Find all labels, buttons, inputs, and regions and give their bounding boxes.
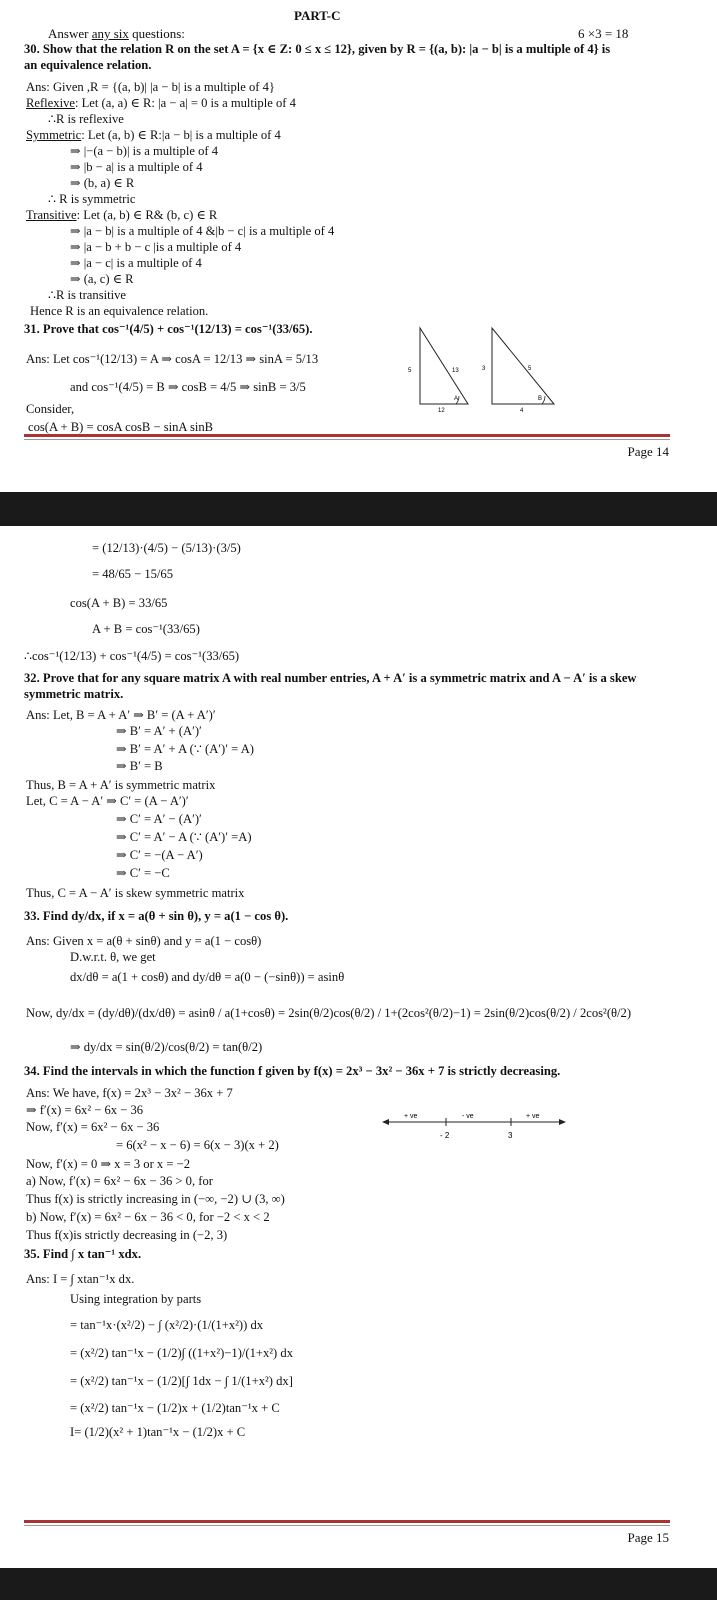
sign-right: + ve [526,1113,540,1120]
sign-left: + ve [404,1113,418,1120]
text-line: ⇒ f′(x) = 6x² − 6x − 36 [26,1103,144,1117]
text-line: ∴ R is symmetric [48,192,136,206]
underlined-term: any six [91,26,129,41]
text-line: ⇒ B′ = B [116,759,163,773]
text-line: Thus, B = A + A′ is symmetric matrix [26,778,216,792]
page-gap-band [0,492,717,526]
sign-number-line [380,1108,570,1144]
text-line: I= (1/2)(x² + 1)tan⁻¹x − (1/2)x + C [70,1425,246,1439]
text-line: ⇒ |a − b + b − c |is a multiple of 4 [70,240,242,254]
text-line: ∴R is reflexive [48,112,124,126]
triangle-b-arc [542,396,545,404]
text-line: Hence R is an equivalence relation. [30,304,209,318]
text-line: = (12/13)·(4/5) − (5/13)·(3/5) [92,541,241,555]
page15-number: Page 15 [627,1530,669,1545]
page15-footer-rule-thin [24,1525,670,1526]
instruction-text: Answer any six questions: [48,26,185,41]
text-line: ⇒ B′ = A′ + (A′)′ [116,724,202,738]
page15-footer-rule [24,1520,670,1523]
triangle-b-opp: 3 [482,366,486,372]
text-line: 34. Find the intervals in which the function f given by f(x) = 2x³ − 3x² − 36x + 7 is strictly decreasing. [24,1064,561,1078]
text-line: symmetric matrix. [24,687,124,701]
text-line: Let, C = A − A′ ⇒ C′ = (A − A′)′ [26,794,189,808]
triangle-a-opp: 5 [408,368,412,374]
text-line: Symmetric: Let (a, b) ∈ R:|a − b| is a multiple of 4 [26,128,281,142]
text-line: 33. Find dy/dx, if x = a(θ + sin θ), y = a(1 − cos θ). [24,909,289,923]
text-line: ⇒ C′ = A′ − A (∵ (A′)′ =A) [116,830,252,844]
text-line: Now, dy/dx = (dy/dθ)/(dx/dθ) = asinθ / a(1+cosθ) = 2sin(θ/2)cos(θ/2) / 1+(2cos²(θ/2)−1) = 2sin(θ/2)cos(θ/2) / 2cos²(θ/2) [26,1006,632,1020]
text-line: ⇒ C′ = −C [116,866,170,880]
triangle-a-hyp: 13 [452,368,459,374]
point-three: 3 [508,1131,513,1140]
text-line: cos(A + B) = 33/65 [70,596,168,610]
text-line: 32. Prove that for any square matrix A with real number entries, A + A′ is a symmetric matrix and A − A′ is a skew [24,671,637,685]
text-line: ⇒ B′ = A′ + A (∵ (A′)′ = A) [116,742,255,756]
text-line: Reflexive: Let (a, a) ∈ R: |a − a| = 0 is a multiple of 4 [26,96,296,110]
text-line: ⇒ dy/dx = sin(θ/2)/cos(θ/2) = tan(θ/2) [70,1040,263,1054]
text-line: Thus f(x) is strictly increasing in (−∞, −2) ∪ (3, ∞) [26,1192,285,1206]
triangle-b-figure [478,324,558,412]
text-line: D.w.r.t. θ, we get [70,950,156,964]
page14-number: Page 14 [627,444,669,459]
text-line: ⇒ C′ = A′ − (A′)′ [116,812,202,826]
page14-footer-rule-thin [24,439,670,440]
triangle-a-angle: A [454,396,459,402]
text-line: an equivalence relation. [24,58,152,72]
text-line: ⇒ (a, c) ∈ R [70,272,134,286]
text-line: 31. Prove that cos⁻¹(4/5) + cos⁻¹(12/13) = cos⁻¹(33/65). [24,322,313,336]
text-line: = tan⁻¹x·(x²/2) − ∫ (x²/2)·(1/(1+x²)) dx [70,1318,264,1332]
number-line-left-arrow [382,1119,389,1125]
text-line: ⇒ |a − b| is a multiple of 4 &|b − c| is a multiple of 4 [70,224,335,238]
text-line: = (x²/2) tan⁻¹x − (1/2)x + (1/2)tan⁻¹x + C [70,1401,280,1415]
text-line: Ans: Let, B = A + A′ ⇒ B′ = (A + A′)′ [26,708,216,722]
text-line: cos(A + B) = cosA cosB − sinA sinB [28,420,214,434]
text-line: Ans: Let cos⁻¹(12/13) = A ⇒ cosA = 12/13 ⇒ sinA = 5/13 [26,352,319,366]
point-minus-two: - 2 [440,1131,450,1140]
marks: 6 ×3 = 18 [578,26,629,41]
text-line: ∴cos⁻¹(12/13) + cos⁻¹(4/5) = cos⁻¹(33/65) [24,649,240,663]
text-line: Ans: Given x = a(θ + sinθ) and y = a(1 − cosθ) [26,934,262,948]
underlined-term: Symmetric [26,128,82,142]
text-line: = 6(x² − x − 6) = 6(x − 3)(x + 2) [116,1138,279,1152]
text-line: Thus, C = A − A′ is skew symmetric matrix [26,886,245,900]
text-line: Now, f′(x) = 0 ⇒ x = 3 or x = −2 [26,1157,191,1171]
number-line-right-arrow [559,1119,566,1125]
page14-footer-rule [24,434,670,437]
text-line: b) Now, f′(x) = 6x² − 6x − 36 < 0, for −2 < x < 2 [26,1210,270,1224]
text-line: Now, f′(x) = 6x² − 6x − 36 [26,1120,160,1134]
instruction [48,26,185,41]
text-line: Ans: Given ,R = {(a, b)| |a − b| is a multiple of 4} [26,80,275,94]
text-line: ∴R is transitive [48,288,126,302]
text-line: A + B = cos⁻¹(33/65) [92,622,200,636]
text-line: dx/dθ = a(1 + cosθ) and dy/dθ = a(0 − (−sinθ)) = asinθ [70,970,345,984]
text-line: and cos⁻¹(4/5) = B ⇒ cosB = 4/5 ⇒ sinB = 3/5 [70,380,306,394]
text-line: Thus f(x)is strictly decreasing in (−2, 3) [26,1228,228,1242]
text-line: = (x²/2) tan⁻¹x − (1/2)[∫ 1dx − ∫ 1/(1+x²) dx] [70,1374,293,1388]
triangle-a-adj: 12 [438,408,445,412]
text-line: a) Now, f′(x) = 6x² − 6x − 36 > 0, for [26,1174,213,1188]
text-line: ⇒ (b, a) ∈ R [70,176,135,190]
text-line: ⇒ |−(a − b)| is a multiple of 4 [70,144,219,158]
text-line: Consider, [26,402,75,416]
text-line: Ans: We have, f(x) = 2x³ − 3x² − 36x + 7 [26,1086,233,1100]
sign-middle: - ve [462,1113,474,1120]
underlined-term: Transitive [26,208,77,222]
triangle-a-figure [408,324,472,412]
text-line: = (x²/2) tan⁻¹x − (1/2)∫ ((1+x²)−1)/(1+x²) dx [70,1346,293,1360]
text-line: ⇒ |a − c| is a multiple of 4 [70,256,202,270]
bottom-band [0,1568,717,1600]
triangle-b-adj: 4 [520,408,524,412]
text-line: Ans: I = ∫ xtan⁻¹x dx. [26,1272,135,1286]
text-line: Transitive: Let (a, b) ∈ R& (b, c) ∈ R [26,208,218,222]
text-line: ⇒ |b − a| is a multiple of 4 [70,160,203,174]
text-line: ⇒ C′ = −(A − A′) [116,848,203,862]
triangle-a-shape [420,328,468,404]
triangle-b-hyp: 5 [528,366,532,372]
text-line: 30. Show that the relation R on the set A = {x ∈ Z: 0 ≤ x ≤ 12}, given by R = {(a, b): |a − b| is a multiple of 4} is [24,42,611,56]
triangle-b-shape [492,328,554,404]
text-line: 35. Find ∫ x tan⁻¹ xdx. [24,1247,142,1261]
part-heading: PART-C [294,8,341,23]
text-line: Using integration by parts [70,1292,202,1306]
triangle-b-angle: B [538,396,543,402]
underlined-term: Reflexive [26,96,75,110]
text-line: = 48/65 − 15/65 [92,567,174,581]
